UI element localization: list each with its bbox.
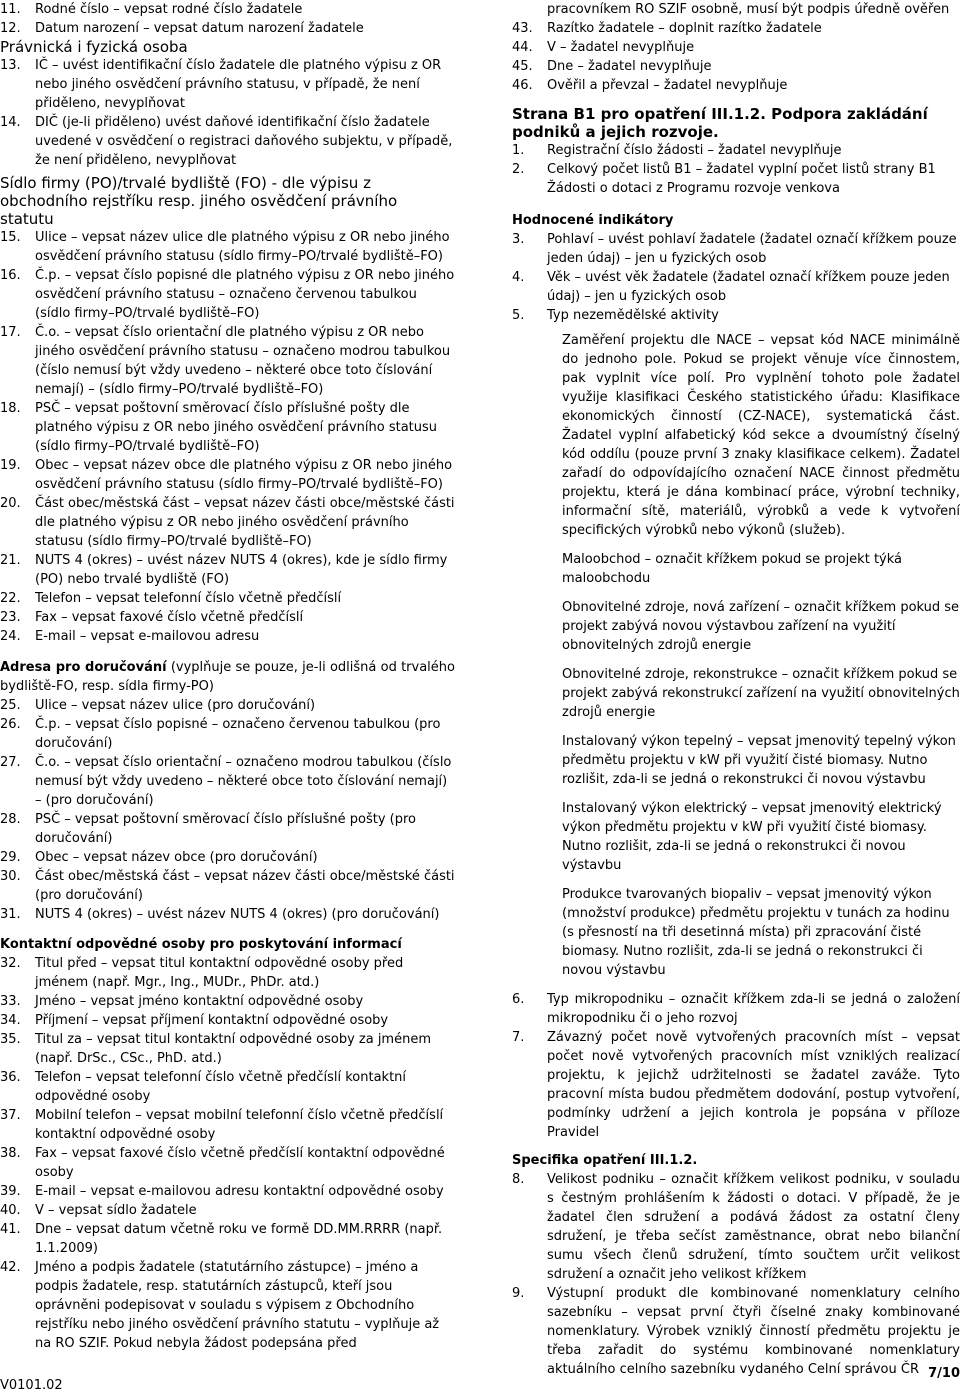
- list-item: [0, 1106, 455, 1144]
- item-number: 21.: [0, 553, 21, 568]
- activity-paragraph: Instalovaný výkon tepelný – vepsat jmenovitý tepelný výkon předmětu projektu v kW při využití čisté biomasy. Nutno rozlišit, zda-li se jedná o rekonstrukci či novou výstavbu: [562, 734, 956, 787]
- list-item: [0, 753, 455, 810]
- item-text: Příjmení – vepsat příjmení kontaktní odpovědné osoby: [35, 1013, 389, 1028]
- item-number: 1.: [512, 143, 525, 158]
- list-item: [512, 1028, 960, 1142]
- list-item: [512, 306, 960, 325]
- item-number: 46.: [512, 78, 533, 93]
- list-mikropodnik: [512, 990, 960, 1142]
- item-text: E-mail – vepsat e-mailovou adresu kontaktní odpovědné osoby: [35, 1184, 444, 1199]
- item-number: 3.: [512, 232, 525, 247]
- item-text: Část obec/městská část – vepsat název části obce/městské části (pro doručování): [35, 869, 455, 903]
- list-ic-dic: [0, 56, 455, 170]
- list-item: [0, 456, 455, 494]
- list-item: [512, 76, 960, 95]
- item-text: Rodné číslo – vepsat rodné číslo žadatele: [35, 2, 303, 17]
- item-number: 44.: [512, 40, 533, 55]
- item-text: Telefon – vepsat telefonní číslo včetně předčíslí: [35, 591, 342, 606]
- list-item: [0, 1220, 455, 1258]
- item-number: 25.: [0, 698, 21, 713]
- item-text: PSČ – vepsat poštovní směrovací číslo příslušné pošty (pro doručování): [35, 812, 416, 846]
- item-text: Č.p. – vepsat číslo popisné dle platného výpisu z OR nebo jiného osvědčení právního statusu – označeno červenou tabulkou (sídlo firmy–PO/trvalé bydliště–FO): [35, 268, 455, 321]
- item-text: Dne – vepsat datum včetně roku ve formě DD.MM.RRRR (např. 1.1.2009): [35, 1222, 443, 1256]
- left-column: [0, 0, 455, 1353]
- item-text: DIČ (je-li přiděleno) uvést daňové identifikační číslo žadatele uvedené v osvědčení o registraci daňového subjektu, v případě, že není přiděleno, nevyplňovat: [35, 115, 453, 168]
- item-text: Jméno a podpis žadatele (statutárního zástupce) – jméno a podpis žadatele, resp. statutárních zástupců, kteří jsou oprávněni podepisovat v souladu s výpisem z Obchodního rejstříku nebo jiného osvědčení právního statutu – vyplňuje až na RO SZIF. Pokud nebyla žádost podepsána před: [35, 1260, 440, 1351]
- item-text: Fax – vepsat faxové číslo včetně předčíslí: [35, 610, 304, 625]
- item-text: Pohlaví – uvést pohlaví žadatele (žadatel označí křížkem pouze jeden údaj) – jen u fyzických osob: [547, 232, 957, 266]
- item-text: Ověřil a převzal – žadatel nevyplňuje: [547, 78, 788, 93]
- right-column: [512, 0, 960, 1379]
- heading-indikatory: Hodnocené indikátory: [512, 213, 674, 228]
- page-number: 7/10: [928, 1366, 960, 1381]
- activity-paragraph: Instalovaný výkon elektrický – vepsat jmenovitý elektrický výkon předmětu projektu v kW při využití čisté biomasy. Nutno rozlišit, zda-li se jedná o rekonstrukci či novou výstavbu: [562, 801, 942, 873]
- list-item: [0, 399, 455, 456]
- item-text: Typ mikropodniku – označit křížkem zda-li se jedná o založení mikropodniku či o jeho rozvoj: [547, 992, 960, 1026]
- item-text: V – žadatel nevyplňuje: [547, 40, 695, 55]
- item-text: Mobilní telefon – vepsat mobilní telefonní číslo včetně předčíslí kontaktní odpovědné osoby: [35, 1108, 444, 1142]
- item-number: 27.: [0, 755, 21, 770]
- list-item: [0, 810, 455, 848]
- item-text: Registrační číslo žádosti – žadatel nevyplňuje: [547, 143, 842, 158]
- item-text: Dne – žadatel nevyplňuje: [547, 59, 712, 74]
- list-item: [512, 230, 960, 268]
- adresa-pro-dorucovani: [0, 658, 455, 696]
- activity-paragraph: Produkce tvarovaných biopaliv – vepsat jmenovitý výkon (množství produkce) předmětu projektu v tunách za hodinu (s přesností na tři desetinná místa) při zpracování čisté biomasy. Nutno rozlišit, zda-li se jedná o rekonstrukci či novou výstavbu: [562, 887, 950, 978]
- item-text: Fax – vepsat faxové číslo včetně předčíslí kontaktní odpovědné osoby: [35, 1146, 445, 1180]
- list-item: [0, 696, 455, 715]
- activity-types: [512, 331, 960, 980]
- list-dorucovani: [0, 696, 455, 924]
- list-item: [0, 1182, 455, 1201]
- list-item: [512, 38, 960, 57]
- list-item: [512, 268, 960, 306]
- item-number: 15.: [0, 230, 21, 245]
- item-text: Obec – vepsat název obce dle platného výpisu z OR nebo jiného osvědčení právního statusu (sídlo firmy–PO/trvalé bydliště–FO): [35, 458, 453, 492]
- list-sidlo: [0, 228, 455, 646]
- list-item: [0, 551, 455, 589]
- item-text: Č.o. – vepsat číslo orientační – označeno modrou tabulkou (číslo nemusí být vždy uvedeno – některé obce toto číslování nemají) – (pro doručování): [35, 755, 452, 808]
- list-item: [0, 113, 455, 170]
- item-text: Závazný počet nově vytvořených pracovních míst – vepsat počet nově vytvořených pracovních míst vzniklých realizací projektu, k jejichž udržitelnosti se žadatel zaváže. Tyto pracovní místa budou předmětem dodování, postup vytvoření, podmínky udržení a jejich kontrola je popsána v příloze Pravidel: [547, 1030, 960, 1140]
- list-item: [512, 19, 960, 38]
- list-item: [0, 1258, 455, 1353]
- item-text: V – vepsat sídlo žadatele: [35, 1203, 197, 1218]
- list-item: [0, 0, 455, 19]
- item-text: PSČ – vepsat poštovní směrovací číslo příslušné pošty dle platného výpisu z OR nebo jiného osvědčení právního statusu (sídlo firmy–PO/trvalé bydliště–FO): [35, 401, 438, 454]
- item-number: 28.: [0, 812, 21, 827]
- list-item: [0, 1011, 455, 1030]
- heading-sidlo-firmy: Sídlo firmy (PO)/trvalé bydliště (FO) - dle výpisu z obchodního rejstříku resp. jiného osvědčení právního statutu: [0, 174, 398, 228]
- item-text: NUTS 4 (okres) – uvést název NUTS 4 (okres) (pro doručování): [35, 907, 440, 922]
- heading-strana-b1: Strana B1 pro opatření III.1.2. Podpora zakládání podniků a jejich rozvoje.: [512, 105, 928, 141]
- list-item: [0, 992, 455, 1011]
- list-item: [0, 19, 455, 38]
- item-number: 8.: [512, 1172, 525, 1187]
- list-item: [0, 715, 455, 753]
- item-number: 32.: [0, 956, 21, 971]
- item-number: 31.: [0, 907, 21, 922]
- list-specifika: [512, 1170, 960, 1379]
- item-text: Výstupní produkt dle kombinované nomenklatury celního sazebníku – vepsat první čtyři číselné znaky kombinované nomenklatury. Výrobek vzniklý činností předmětu projektu je třeba zařadit do systému kombinované nomenklatury aktuálního celního sazebníku vydaného Celní správou ČR: [547, 1286, 960, 1377]
- heading-pravnicka-osoba: Právnická i fyzická osoba: [0, 38, 188, 56]
- item-number: 12.: [0, 21, 21, 36]
- item-number: 19.: [0, 458, 21, 473]
- item-number: 29.: [0, 850, 21, 865]
- item-text: Č.p. – vepsat číslo popisné – označeno červenou tabulkou (pro doručování): [35, 717, 441, 751]
- list-item: [0, 266, 455, 323]
- item-number: 5.: [512, 308, 525, 323]
- list-item: [0, 867, 455, 905]
- item-text: Datum narození – vepsat datum narození žadatele: [35, 21, 364, 36]
- item-number: 30.: [0, 869, 21, 884]
- item-text: Titul před – vepsat titul kontaktní odpovědné osoby před jménem (např. Mgr., Ing., MUDr., PhDr. atd.): [35, 956, 404, 990]
- list-item: [512, 57, 960, 76]
- item-number: 26.: [0, 717, 21, 732]
- list-item: [512, 1170, 960, 1284]
- adresa-note: (vyplňuje se pouze, je-li odlišná od trvalého bydliště-FO, resp. sídla firmy-PO): [0, 660, 455, 694]
- list-item: [512, 1284, 960, 1379]
- item-number: 33.: [0, 994, 21, 1009]
- item-number: 7.: [512, 1030, 525, 1045]
- item-number: 37.: [0, 1108, 21, 1123]
- item-text: Velikost podniku – označit křížkem velikost podniku, v souladu s čestným prohlášením k žádosti o dotaci. V případě, že je žadatel člen sdružení a podává žádost za ostatní členy sdružení, je třeba sečíst zaměstnance, obrat nebo bilanční sumu všech členů sdružení, tímto součtem určit velikost sdružení a označit jeho velikost křížkem: [547, 1172, 960, 1282]
- version-label: V0101.02: [0, 1378, 63, 1393]
- item-number: 35.: [0, 1032, 21, 1047]
- item-number: 22.: [0, 591, 21, 606]
- item-text: IČ – uvést identifikační číslo žadatele dle platného výpisu z OR nebo jiného osvědčení právního statusu, v případě, že není přiděleno, nevyplňovat: [35, 58, 442, 111]
- item-number: 4.: [512, 270, 525, 285]
- list-item: [0, 1201, 455, 1220]
- list-indikatory: [512, 230, 960, 325]
- list-item: [0, 627, 455, 646]
- item-number: 13.: [0, 58, 21, 73]
- item-text: Celkový počet listů B1 – žadatel vyplní počet listů strany B1 Žádosti o dotaci z Programu rozvoje venkova: [547, 162, 936, 196]
- item-number: 24.: [0, 629, 21, 644]
- activity-paragraph: Obnovitelné zdroje, rekonstrukce – označit křížkem pokud se projekt zabývá rekonstrukcí zařízení na využití obnovitelných zdrojů energie: [562, 667, 960, 720]
- item-number: 43.: [512, 21, 533, 36]
- item-number: 17.: [0, 325, 21, 340]
- item-text: Č.o. – vepsat číslo orientační dle platného výpisu z OR nebo jiného osvědčení právního statusu – označeno modrou tabulkou (číslo nemusí být vždy uvedeno – některé obce toto číslování nemají) – (sídlo firmy–PO/trvalé bydliště–FO): [35, 325, 451, 397]
- list-item: [0, 1144, 455, 1182]
- item-number: 42.: [0, 1260, 21, 1275]
- list-b1-header: [512, 141, 960, 198]
- item-number: 38.: [0, 1146, 21, 1161]
- list-item: [0, 1030, 455, 1068]
- item-text: Ulice – vepsat název ulice dle platného výpisu z OR nebo jiného osvědčení právního statusu (sídlo firmy–PO/trvalé bydliště–FO): [35, 230, 450, 264]
- list-personal: [0, 0, 455, 38]
- item-number: 40.: [0, 1203, 21, 1218]
- activity-paragraph: Obnovitelné zdroje, nová zařízení – označit křížkem pokud se projekt zabývá novou výstavbou zařízení na využití obnovitelných zdrojů energie: [562, 600, 960, 653]
- item-number: 20.: [0, 496, 21, 511]
- item-number: 18.: [0, 401, 21, 416]
- item-number: 36.: [0, 1070, 21, 1085]
- list-item: [0, 608, 455, 627]
- list-item: [0, 848, 455, 867]
- list-item: [0, 1068, 455, 1106]
- item-number: 45.: [512, 59, 533, 74]
- item-text: Část obec/městská část – vepsat název části obce/městské části dle platného výpisu z OR nebo jiného osvědčení právního statusu (sídlo firmy–PO/trvalé bydliště–FO): [35, 496, 455, 549]
- heading-specifika: Specifika opatření III.1.2.: [512, 1153, 698, 1168]
- item-text: NUTS 4 (okres) – uvést název NUTS 4 (okres), kde je sídlo firmy (PO) nebo trvalé bydliště (FO): [35, 553, 448, 587]
- list-item: [0, 323, 455, 399]
- activity-paragraph: Zaměření projektu dle NACE – vepsat kód NACE minimálně do jednoho pole. Pokud se projekt věnuje více činnostem, pak vyplnit více polí. Pro vyplnění tohoto pole žadatel využije klasifikaci Českého statistického úřadu: Klasifikace ekonomických činností (CZ-NACE), systematická část. Žadatel vyplní alfabetický kód sekce a dvoumístný číselný kód oddílu (pouze první 3 znaky klasifikace celkem). Žadatel zařadí do odpovídajícího označení NACE činnost předmětu projektu, která je dána kombinací práce, výrobní techniky, informační sítě, materiálů, výrobků a vede k vytvoření specifických výrobků nebo výkonů (služeb).: [562, 333, 960, 538]
- item-text: Obec – vepsat název obce (pro doručování): [35, 850, 318, 865]
- item-number: 39.: [0, 1184, 21, 1199]
- item-text: Věk – uvést věk žadatele (žadatel označí křížkem pouze jeden údaj) – jen u fyzických osob: [547, 270, 950, 304]
- item-text: Ulice – vepsat název ulice (pro doručování): [35, 698, 316, 713]
- item-number: 11.: [0, 2, 21, 17]
- item-text: Titul za – vepsat titul kontaktní odpovědné osoby za jménem (např. DrSc., CSc., PhD. atd.): [35, 1032, 431, 1066]
- adresa-heading: Adresa pro doručování: [0, 660, 167, 675]
- item-text: Jméno – vepsat jméno kontaktní odpovědné osoby: [35, 994, 364, 1009]
- item-number: 9.: [512, 1286, 525, 1301]
- list-item: [0, 954, 455, 992]
- item-number: 2.: [512, 162, 525, 177]
- list-item: [512, 141, 960, 160]
- item-number: 16.: [0, 268, 21, 283]
- item-number: 34.: [0, 1013, 21, 1028]
- list-item: [0, 56, 455, 113]
- item-number: 14.: [0, 115, 21, 130]
- activity-paragraph: Maloobchod – označit křížkem pokud se projekt týká maloobchodu: [562, 552, 902, 586]
- list-kontakt: [0, 954, 455, 1353]
- item-text: Telefon – vepsat telefonní číslo včetně předčíslí kontaktní odpovědné osoby: [35, 1070, 407, 1104]
- item-text: Razítko žadatele – doplnit razítko žadatele: [547, 21, 822, 36]
- list-item: [512, 160, 960, 198]
- item-text: Typ nezemědělské aktivity: [547, 308, 719, 323]
- heading-kontaktni-osoby: Kontaktní odpovědné osoby pro poskytování informací: [0, 937, 402, 952]
- list-item: [512, 990, 960, 1028]
- list-item: [0, 228, 455, 266]
- continued-text: pracovníkem RO SZIF osobně, musí být podpis úředně ověřen: [547, 2, 950, 17]
- list-item: [0, 905, 455, 924]
- item-text: E-mail – vepsat e-mailovou adresu: [35, 629, 260, 644]
- list-item: [0, 589, 455, 608]
- item-number: 6.: [512, 992, 525, 1007]
- list-office-use: [512, 19, 960, 95]
- item-number: 23.: [0, 610, 21, 625]
- item-number: 41.: [0, 1222, 21, 1237]
- list-item: [0, 494, 455, 551]
